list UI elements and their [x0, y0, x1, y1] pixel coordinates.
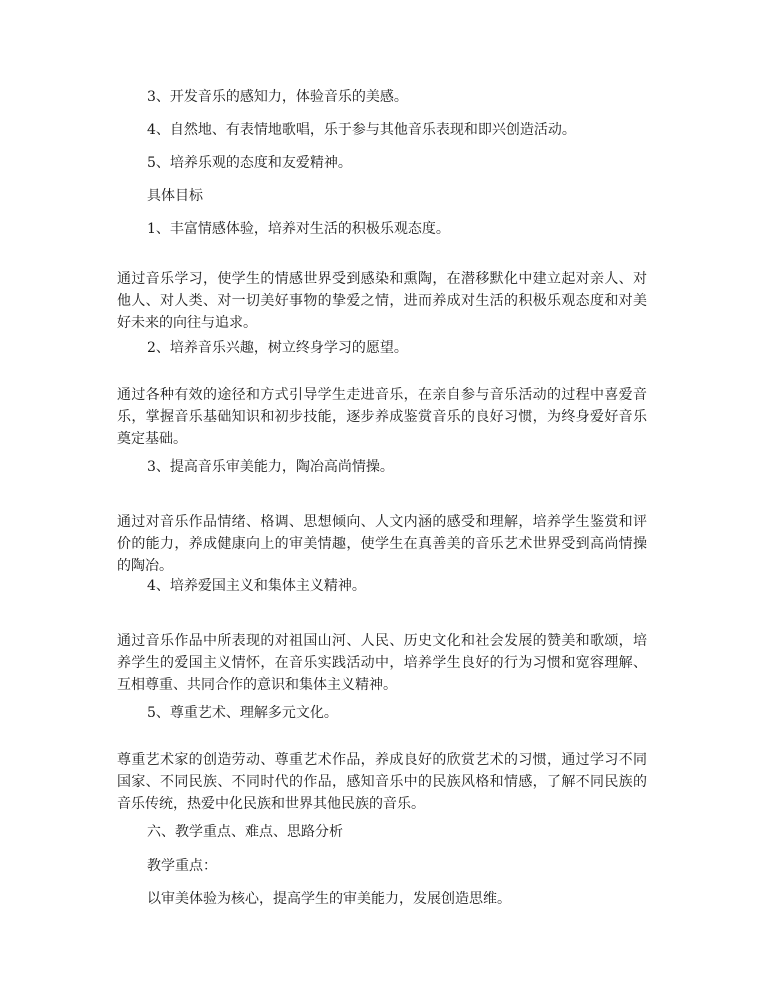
goal-2-title: 2、培养音乐兴趣，树立终身学习的愿望。	[147, 340, 408, 356]
key-points-body: 以审美体验为核心，提高学生的审美能力，发展创造思维。	[147, 891, 511, 907]
goal-4-title: 4、培养爱国主义和集体主义精神。	[147, 578, 366, 594]
goal-5-body: 尊重艺术家的创造劳动、尊重艺术作品，养成良好的欣赏艺术的习惯，通过学习不同国家、不同民族、不同时代的作品，感知音乐中的民族风格和情感，了解不同民族的音乐传统，热爱中化民族和世界其他民族的音乐。	[117, 752, 647, 812]
goal-5-title: 5、尊重艺术、理解多元文化。	[147, 705, 338, 721]
key-points-label: 教学重点：	[147, 858, 217, 874]
goal-3-body: 通过对音乐作品情绪、格调、思想倾向、人文内涵的感受和理解，培养学生鉴赏和评价的能力，养成健康向上的审美情趣，使学生在真善美的音乐艺术世界受到高尚情操的陶冶。	[117, 514, 647, 574]
item-3-line: 3、开发音乐的感知力，体验音乐的美感。	[147, 89, 408, 105]
goal-1-body: 通过音乐学习，使学生的情感世界受到感染和熏陶，在潜移默化中建立起对亲人、对他人、对人类、对一切美好事物的挚爱之情，进而养成对生活的积极乐观态度和对美好未来的向往与追求。	[117, 271, 647, 331]
item-4-line: 4、自然地、有表情地歌唱，乐于参与其他音乐表现和即兴创造活动。	[147, 122, 576, 138]
goal-3-title: 3、提高音乐审美能力，陶冶高尚情操。	[147, 459, 394, 475]
section-6-heading: 六、教学重点、难点、思路分析	[147, 824, 343, 840]
goal-2-body: 通过各种有效的途径和方式引导学生走进音乐，在亲自参与音乐活动的过程中喜爱音乐，掌握音乐基础知识和初步技能，逐步养成鉴赏音乐的良好习惯，为终身爱好音乐奠定基础。	[117, 387, 647, 447]
goal-4-body: 通过音乐作品中所表现的对祖国山河、人民、历史文化和社会发展的赞美和歌颂，培养学生的爱国主义情怀，在音乐实践活动中，培养学生良好的行为习惯和宽容理解、互相尊重、共同合作的意识和集体主义精神。	[117, 633, 647, 693]
item-5-line: 5、培养乐观的态度和友爱精神。	[147, 155, 352, 171]
specific-goals-heading: 具体目标	[147, 188, 203, 204]
goal-1-title: 1、丰富情感体验，培养对生活的积极乐观态度。	[147, 221, 450, 237]
